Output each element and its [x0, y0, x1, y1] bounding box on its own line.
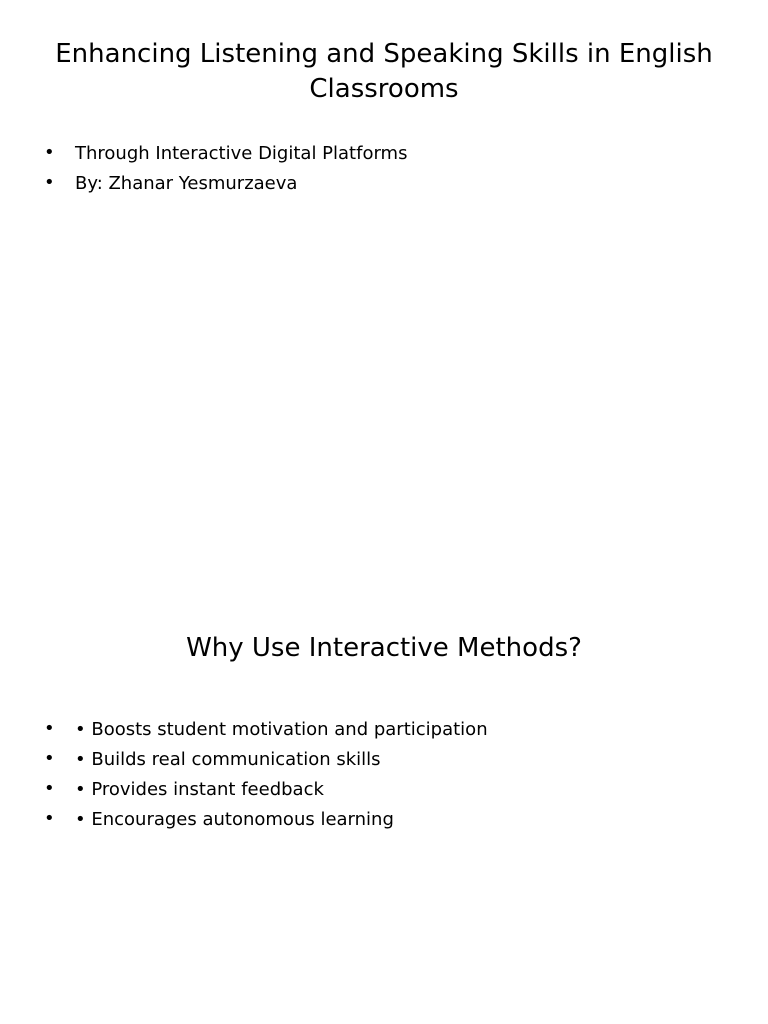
bullet-text: • Builds real communication skills [75, 749, 381, 770]
bullet-item [44, 775, 488, 805]
bullet-text: • Encourages autonomous learning [75, 809, 394, 830]
bullet-text: Through Interactive Digital Platforms [75, 143, 408, 164]
bullet-icon: • [44, 778, 55, 799]
bullet-icon: • [44, 808, 55, 829]
bullet-icon: • [44, 142, 55, 163]
bullet-item [44, 169, 407, 199]
bullet-text: • Boosts student motivation and participation [75, 719, 488, 740]
bullet-icon: • [44, 172, 55, 193]
slide-2 [0, 512, 768, 1024]
bullet-item [44, 805, 488, 835]
bullet-text: By: Zhanar Yesmurzaeva [75, 173, 298, 194]
slide-title: Enhancing Listening and Speaking Skills in English Classrooms [55, 39, 713, 104]
bullet-list [44, 139, 407, 199]
bullet-list [44, 715, 488, 835]
bullet-icon: • [44, 718, 55, 739]
bullet-item [44, 139, 407, 169]
slide-title: Why Use Interactive Methods? [186, 633, 582, 663]
bullet-text: • Provides instant feedback [75, 779, 324, 800]
bullet-icon: • [44, 748, 55, 769]
bullet-item [44, 715, 488, 745]
bullet-item [44, 745, 488, 775]
